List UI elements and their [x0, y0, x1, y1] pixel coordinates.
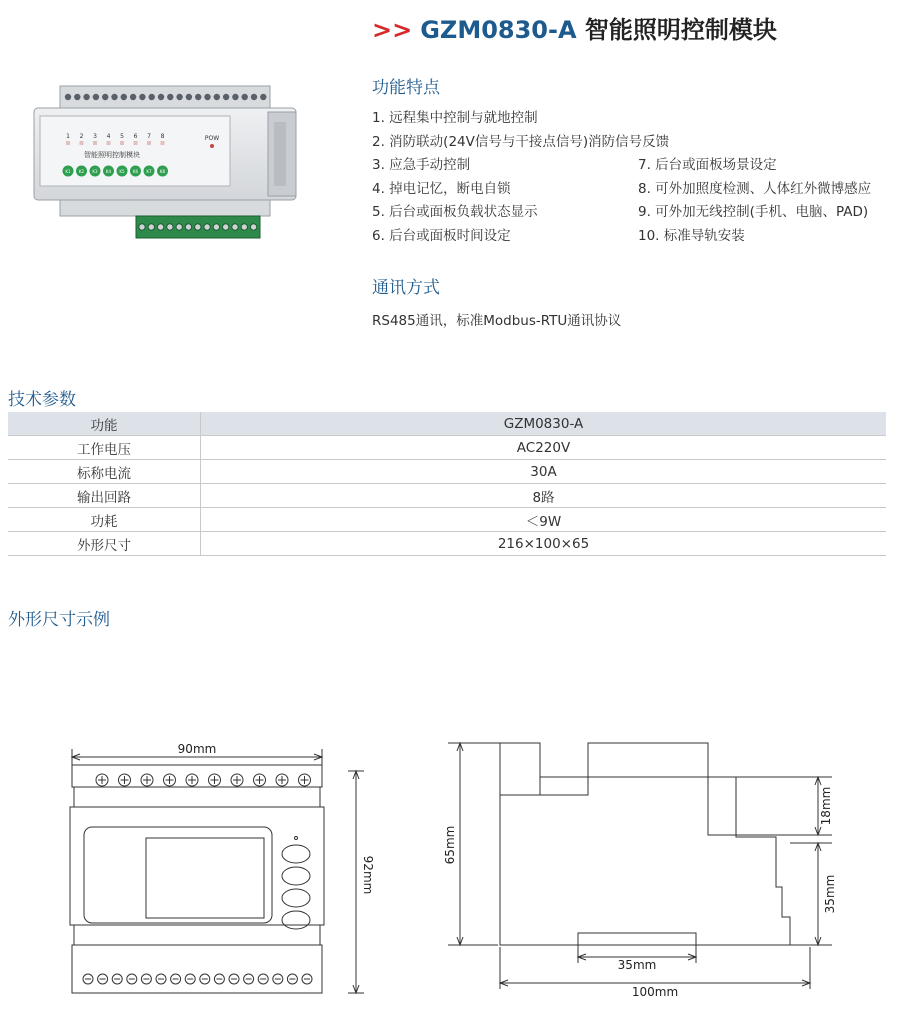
- channel-led: [66, 141, 70, 145]
- spec-key: 工作电压: [8, 436, 201, 460]
- terminal-screw: [242, 94, 248, 100]
- channel-number: 1: [66, 133, 70, 140]
- front-height-label: 92mm: [361, 855, 375, 895]
- side-top-label: 18mm: [819, 786, 833, 826]
- channel-led: [107, 141, 111, 145]
- terminal-screw: [176, 224, 182, 230]
- terminal-screw: [158, 94, 164, 100]
- spec-key: 标称电流: [8, 460, 201, 484]
- feature-item: 9. 可外加无线控制(手机、电脑、PAD): [638, 204, 869, 220]
- terminal-screw: [260, 94, 266, 100]
- terminal-screw: [102, 94, 108, 100]
- spec-value: GZM0830-A: [201, 412, 887, 436]
- terminal-screw: [241, 224, 247, 230]
- terminal-screw: [111, 94, 117, 100]
- title-product-name: 智能照明控制模块: [584, 16, 777, 44]
- spec-value: 30A: [201, 460, 887, 484]
- dims-heading: 外形尺寸示例: [8, 610, 110, 630]
- comm-heading: 通讯方式: [372, 278, 440, 298]
- features-heading: 功能特点: [372, 78, 440, 98]
- channel-button-label: K6: [132, 169, 139, 174]
- feature-item: 5. 后台或面板负载状态显示: [372, 204, 538, 220]
- terminal-screw: [121, 94, 127, 100]
- terminal-screw: [130, 94, 136, 100]
- terminal-screw: [186, 94, 192, 100]
- terminal-screw: [195, 94, 201, 100]
- pow-label: POW: [204, 135, 220, 142]
- terminal-screw: [157, 224, 163, 230]
- terminal-screw: [74, 94, 80, 100]
- terminal-screw: [195, 224, 201, 230]
- terminal-screw: [139, 224, 145, 230]
- side-bottom-inner-label: 35mm: [617, 958, 657, 972]
- side-height-label: 65mm: [443, 825, 457, 865]
- feature-item: 6. 后台或面板时间设定: [372, 228, 511, 244]
- panel-button: [282, 867, 310, 885]
- panel-button: [282, 845, 310, 863]
- front-view-drawing: [60, 735, 380, 1000]
- channel-led: [147, 141, 151, 145]
- spec-key: 功能: [8, 412, 201, 436]
- terminal-screw: [176, 94, 182, 100]
- channel-button-label: K5: [119, 169, 125, 174]
- front-width-label: 90mm: [177, 742, 217, 756]
- terminal-screw: [232, 94, 238, 100]
- spec-table: [8, 412, 886, 556]
- channel-led: [161, 141, 165, 145]
- channel-button-label: K7: [146, 169, 152, 174]
- table-row: [8, 484, 886, 508]
- feature-item: 8. 可外加照度检测、人体红外微博感应: [638, 181, 872, 197]
- table-row: [8, 412, 886, 436]
- table-row: [8, 460, 886, 484]
- terminal-screw: [93, 94, 99, 100]
- terminal-screw: [232, 224, 238, 230]
- channel-led: [93, 141, 97, 145]
- terminal-screw: [223, 224, 229, 230]
- channel-number: 6: [133, 133, 138, 140]
- channel-led: [134, 141, 138, 145]
- terminal-screw: [139, 94, 145, 100]
- spec-value: 216×100×65: [201, 532, 887, 556]
- terminal-screw: [223, 94, 229, 100]
- channel-number: 4: [106, 133, 111, 140]
- channel-number: 7: [147, 133, 151, 140]
- spec-value: 8路: [201, 484, 887, 508]
- product-photo: [30, 82, 310, 244]
- side-right-label: 35mm: [823, 874, 837, 914]
- table-row: [8, 508, 886, 532]
- terminal-screw: [83, 94, 89, 100]
- channel-button-label: K3: [92, 169, 98, 174]
- spec-value: AC220V: [201, 436, 887, 460]
- channel-led: [120, 141, 124, 145]
- channel-number: 2: [79, 133, 84, 140]
- feature-item: 2. 消防联动(24V信号与干接点信号)消防信号反馈: [372, 134, 670, 150]
- spec-key: 外形尺寸: [8, 532, 201, 556]
- terminal-screw: [214, 94, 220, 100]
- terminal-screw: [185, 224, 191, 230]
- terminal-screw: [204, 224, 210, 230]
- feature-item: 3. 应急手动控制: [372, 157, 471, 173]
- terminal-screw: [251, 94, 257, 100]
- spec-heading: 技术参数: [8, 390, 76, 410]
- spec-key: 功耗: [8, 508, 201, 532]
- terminal-screw: [167, 94, 173, 100]
- comm-text: RS485通讯，标准Modbus-RTU通讯协议: [372, 313, 622, 329]
- feature-item: 1. 远程集中控制与就地控制: [372, 110, 538, 126]
- spec-key: 输出回路: [8, 484, 201, 508]
- side-width-label: 100mm: [631, 985, 679, 999]
- feature-item: 7. 后台或面板场景设定: [638, 157, 777, 173]
- panel-name: 智能照明控制模块: [84, 151, 140, 159]
- panel-button: [282, 911, 310, 929]
- channel-number: 5: [120, 133, 124, 140]
- channel-button-label: K2: [78, 169, 85, 174]
- channel-button-label: K8: [159, 169, 166, 174]
- terminal-screw: [213, 224, 219, 230]
- terminal-screw: [167, 224, 173, 230]
- title-model: GZM0830-A: [420, 16, 577, 44]
- feature-item: 10. 标准导轨安装: [638, 228, 745, 244]
- channel-button-label: K4: [105, 169, 112, 174]
- terminal-screw: [250, 224, 256, 230]
- channel-led: [80, 141, 84, 145]
- channel-number: 3: [93, 133, 97, 140]
- spec-value: ＜9W: [201, 508, 887, 532]
- terminal-screw: [65, 94, 71, 100]
- table-row: [8, 436, 886, 460]
- table-row: [8, 532, 886, 556]
- panel-button: [282, 889, 310, 907]
- page-title: [372, 10, 777, 45]
- side-view-drawing: [440, 735, 840, 1003]
- terminal-screw: [148, 224, 154, 230]
- title-arrows: >>: [372, 16, 413, 44]
- channel-button-label: K1: [65, 169, 71, 174]
- terminal-screw: [149, 94, 155, 100]
- terminal-screw: [204, 94, 210, 100]
- channel-number: 8: [160, 133, 165, 140]
- feature-item: 4. 掉电记忆，断电自锁: [372, 181, 511, 197]
